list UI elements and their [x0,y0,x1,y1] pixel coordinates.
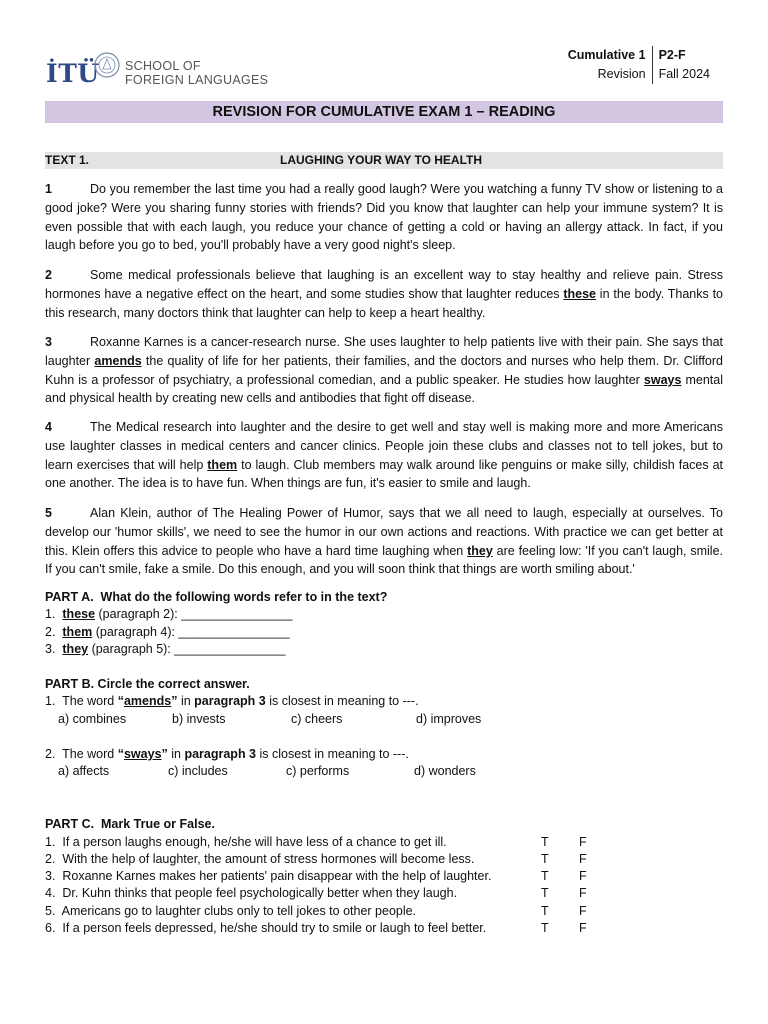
part-b-question-2 [45,746,409,763]
part-a-item-1 [45,606,292,623]
paragraph-text: Roxanne Karnes is a cancer-research nurse. She uses laughter to help patients live with their pain. She says that laughter [45,335,723,368]
school-line-2: FOREIGN LANGUAGES [125,73,269,87]
keyword-they: they [467,543,493,558]
question-text: is closest in meaning to ---. [256,747,409,761]
item-number: 1. [45,607,56,621]
q1-option-c[interactable]: c) cheers [291,712,343,726]
paragraph-text: in the body. Thanks to this research, many doctors think that laughter can help to keep a heart healthy. [45,286,723,320]
quote-mark: ” [171,694,178,708]
ref-blank: (paragraph 2): ________________ [95,607,293,621]
q1-option-d[interactable]: d) improves [416,712,482,726]
ref-blank: (paragraph 5): ________________ [88,642,286,656]
false-option-6[interactable]: F [579,921,587,935]
q1-option-a[interactable]: a) combines [58,712,127,726]
paragraph-text: The Medical research into laughter and the desire to get well and stay well is making more and more Americans use laughter classes in medical centers and cancer clinics. People join these clubs and classes not to tell jokes, but to learn exercises that will help [45,420,723,472]
quote-mark: ” [161,747,168,761]
itu-logo: İTÜ [46,59,100,88]
keyword-amends: amends [94,353,142,368]
paragraph-5 [45,504,723,579]
part-c-statement-1: 1. If a person laughs enough, he/she will have less of a chance to get ill. [45,835,447,849]
true-option-3[interactable]: T [541,869,549,883]
part-c-statement-2: 2. With the help of laughter, the amount of stress hormones will become less. [45,852,475,866]
false-option-5[interactable]: F [579,904,587,918]
q2-option-d[interactable]: d) wonders [414,764,476,778]
question-text: 1. The word [45,694,118,708]
question-text: is closest in meaning to ---. [265,694,419,708]
question-keyword: amends [123,694,172,708]
term-label: Fall 2024 [658,67,710,81]
keyword-them: them [207,457,238,472]
question-text: 2. The word [45,747,118,761]
school-name [125,59,268,87]
question-paragraph-ref: paragraph 3 [194,694,266,708]
page-title: REVISION FOR CUMULATIVE EXAM 1 – READING [45,101,723,123]
item-number: 2. [45,625,56,639]
false-option-4[interactable]: F [579,886,587,900]
part-a-item-2 [45,624,290,641]
paragraph-text: to laugh. Club members may walk around like penguins or make silly, childish faces at one another. The idea is to have fun. When things are fun, it's easier to smile and laugh. [45,457,723,491]
q2-option-c[interactable]: c) performs [286,764,350,778]
part-c-statement-5: 5. Americans go to laughter clubs only to tell jokes to other people. [45,904,417,918]
part-c-statement-3: 3. Roxanne Karnes makes her patients' pain disappear with the help of laughter. [45,869,492,883]
question-paragraph-ref: paragraph 3 [184,747,257,761]
paragraph-number: 2 [45,268,52,282]
false-option-3[interactable]: F [579,869,587,883]
ref-blank: (paragraph 4): ________________ [92,625,290,639]
paragraph-number: 5 [45,506,52,520]
paragraph-1 [45,180,723,255]
part-c-statement-4: 4. Dr. Kuhn thinks that people feel psychologically better when they laugh. [45,886,458,900]
true-option-4[interactable]: T [541,886,549,900]
keyword-sways: sways [643,372,682,387]
paragraph-text: are feeling low: 'If you can't laugh, smile. If you can't smile, fake a smile. Do this enough, and you will soon think that things are worth smiling about.' [45,543,723,577]
part-a-item-3 [45,641,285,658]
item-number: 3. [45,642,56,656]
question-text: in [167,747,185,761]
true-option-1[interactable]: T [541,835,549,849]
true-option-2[interactable]: T [541,852,549,866]
false-option-2[interactable]: F [579,852,587,866]
paragraph-number: 4 [45,420,52,434]
quote-mark: “ [117,747,124,761]
exam-label: Cumulative 1 [567,48,646,62]
paragraph-text: the quality of life for her patients, their families, and the doctors and nurses who help them. Dr. Clifford Kuhn is a professor of psychiatry, a professional comedian, and a public speaker. He studies how laughter [45,353,723,387]
university-seal-icon [93,49,121,83]
exam-info [568,46,710,84]
question-keyword: sways [123,747,162,761]
text-title: LAUGHING YOUR WAY TO HEALTH [280,153,483,167]
part-a-title: PART A. What do the following words refer to in the text? [45,590,388,604]
paragraph-number: 1 [45,182,52,196]
paragraph-number: 3 [45,335,52,349]
q2-option-b[interactable]: c) includes [168,764,228,778]
quote-mark: “ [117,694,124,708]
text-label: TEXT 1. [45,153,90,167]
school-line-1: SCHOOL OF [125,59,201,73]
ref-word: they [62,642,89,656]
paragraph-3 [45,333,723,408]
part-c-statement-6: 6. If a person feels depressed, he/she should try to smile or laugh to feel better. [45,921,487,935]
true-option-5[interactable]: T [541,904,549,918]
paragraph-text: mental and physical health by creating new cells and antibodies that fight off disease. [45,372,723,406]
part-c-title: PART C. Mark True or False. [45,817,215,831]
ref-word: them [62,625,93,639]
false-option-1[interactable]: F [579,835,587,849]
text-heading-bar [45,152,723,169]
q2-option-a[interactable]: a) affects [58,764,110,778]
ref-word: these [62,607,96,621]
part-b-question-1 [45,693,419,710]
question-text: in [177,694,195,708]
paragraph-text: Some medical professionals believe that laughing is an excellent way to stay healthy and relieve pain. Stress hormones have a negative effect on the heart, and some studies show that laughter reduces [45,268,723,301]
part-b-title: PART B. Circle the correct answer. [45,677,250,691]
paragraph-text: Alan Klein, author of The Healing Power of Humor, says that we all need to laugh, especially at ourselves. To develop our 'humor skills', we need to see the humor in our own actions and reactions. With practice we can get better at this. Klein offers this advice to people who have a hard time laughing when [45,506,723,558]
paragraph-4 [45,418,723,493]
true-option-6[interactable]: T [541,921,549,935]
paragraph-text: Do you remember the last time you had a really good laugh? Were you watching a funny TV show or listening to a good joke? Were you sharing funny stories with friends? Did you know that laughter can help your immune system? It is even possible that with each laugh, you reduce your chance of getting a cold or having an allergy attack. In fact, if you laugh before you go to bed, you'll probably have a very good night's sleep. [45,182,723,253]
keyword-these: these [563,286,596,301]
type-label: Revision [597,67,646,81]
exam-code: P2-F [658,48,686,62]
paragraph-2 [45,266,723,322]
q1-option-b[interactable]: b) invests [172,712,226,726]
